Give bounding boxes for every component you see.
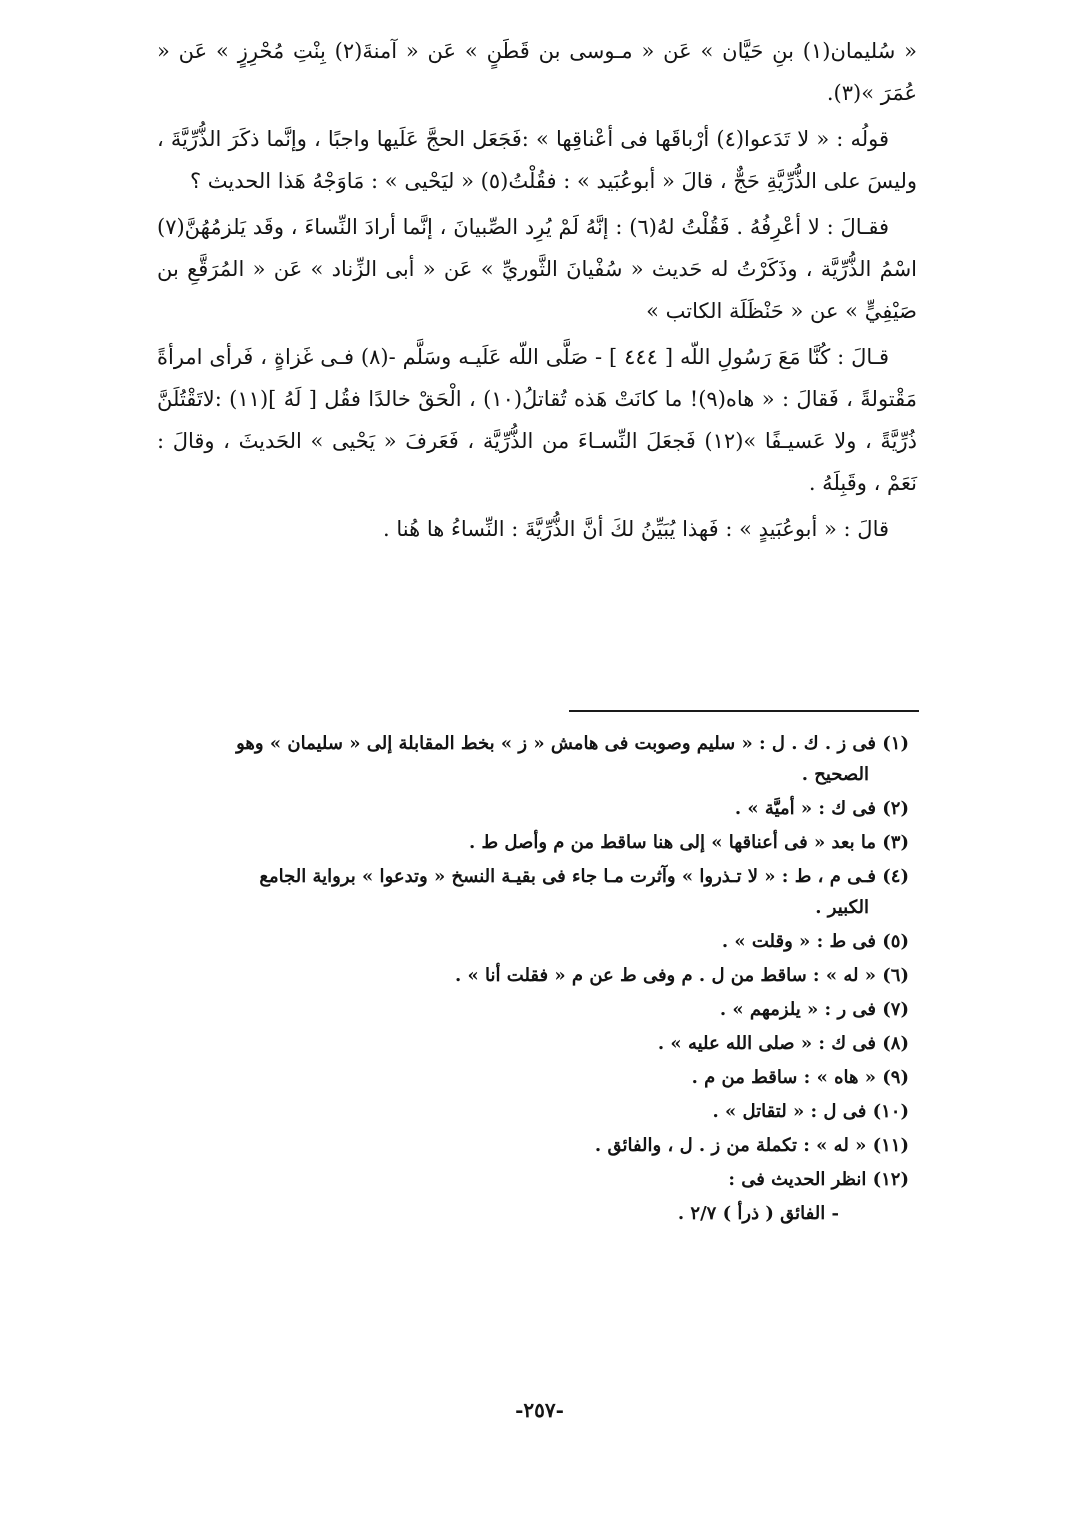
footnote-5: (٥) فى ط : « وقلت » . (721, 931, 909, 952)
footnote-1-continuation: الصحيح . (801, 764, 869, 785)
footnote-6: (٦) « له » : ساقط من ل . م وفى ط عن م « فقلت أنا » . (454, 965, 909, 986)
footnote-2: (٢) فى ك : « أميَّة » . (734, 798, 909, 819)
paragraph-narration: قـالَ : كُنَّا مَعَ رَسُولِ اللّه [ ٤٤٤ ] - صَلَّى اللّه عَلَيـه وسَلَّم -(٨) فـى غَزاةٍ ، فَرأى امرأةً مَقْتولةً ، فَقالَ : « هاه(٩)! ما كانَتْ هَذه تُقاتلُ(١٠) ، الْحَقْ خالدًا فقُل [ لَهُ ](١١) :لاتَقْتُلَنَّ ذُرِّيَّةً ، ولا عَسيـفًا »(١٢) فَجعَلَ النِّسـاءَ من الذُّرِّيَّة ، فَعَرفَ « يَحْيى » الحَديثَ ، وقالَ : نَعَمْ ، وقَبِلَهُ . (157, 345, 917, 495)
footnote-1: (١) فى ز . ك . ل : « سليم وصوبت فى هامش « ز » بخط المقابلة إلى « سليمان » وهو (236, 733, 909, 754)
paragraph-hadith-saying: قولُه : « لا تَدَعوا(٤) أرْباقَها فى أعْناقِها » :فَجَعَل الحجَّ عَلَيها واجبًا ، وإنَّما ذكَرَ الذُّرِّيَّةَ ، وليسَ على الذُّرِّيَّةِ حَجٌّ ، قالَ « أبوعُبَيد » : فقُلْتُ(٥) « ليَحْيى » : مَاوَجْهُ هَذا الحديث ؟ (157, 127, 917, 193)
footnote-3: (٣) ما بعد « فى أعناقها » إلى هنا ساقط من م وأصل ط . (468, 832, 909, 853)
main-text (157, 30, 917, 554)
paragraph-conclusion: قالَ : « أبوعُبَيدٍ » : فَهذا يُبَيِّنُ لكَ أنَّ الذُّرِّيَّةَ : النِّساءُ ها هُنا . (383, 517, 889, 541)
footnote-9: (٩) « هاه » : ساقط من م . (691, 1067, 909, 1088)
footnotes (159, 728, 909, 1229)
footnote-divider (569, 710, 919, 712)
page-number: -٢٥٧- (515, 1398, 564, 1422)
footnote-11: (١١) « له » : تكملة من ز . ل ، والفائق . (594, 1135, 909, 1156)
footnote-12: (١٢) انظر الحديث فى : (728, 1169, 909, 1190)
footnote-12-reference: - الفائق ( ذرأ ) ٢/٧ . (677, 1203, 839, 1224)
footnote-10: (١٠) فى ل : « لتقاتل » . (712, 1101, 909, 1122)
paragraph-reply: فقـالَ : لا أعْرِفُهُ . فَقُلْتُ لهُ(٦) : إنَّهُ لَمْ يُرِد الصِّبيانَ ، إنَّما أرادَ النِّساءَ ، وقَد يَلزمُهُنَّ(٧) اسْمُ الذُّرِّيَّة ، وذَكَرْتُ له حَديث « سُفْيانَ الثَّوريِّ » عَن « أبى الزِّناد » عَن « المُرَقَّعِ بن صَيْفِيٍّ » عن « حَنْظَلَة الكاتب » (157, 215, 918, 323)
footnote-7: (٧) فى ر : « يلزمهم » . (719, 999, 909, 1020)
paragraph-isnad: « سُليمان(١) بنِ حَيَّان » عَن « مـوسى بن قَطَنٍ » عَن « آمنةَ(٢) بِنْتِ مُحْرِزٍ » عَن « عُمَرَ »(٣). (157, 39, 917, 105)
footnote-8: (٨) فى ك : « صلى الله عليه » . (657, 1033, 909, 1054)
footnote-4-continuation: الكبير . (815, 897, 869, 918)
footnote-4: (٤) فـى م ، ط : « لا تـذروا » وآثرت مـا جاء فى بقيـة النسخ « وتدعوا » برواية الجامع (259, 866, 909, 887)
